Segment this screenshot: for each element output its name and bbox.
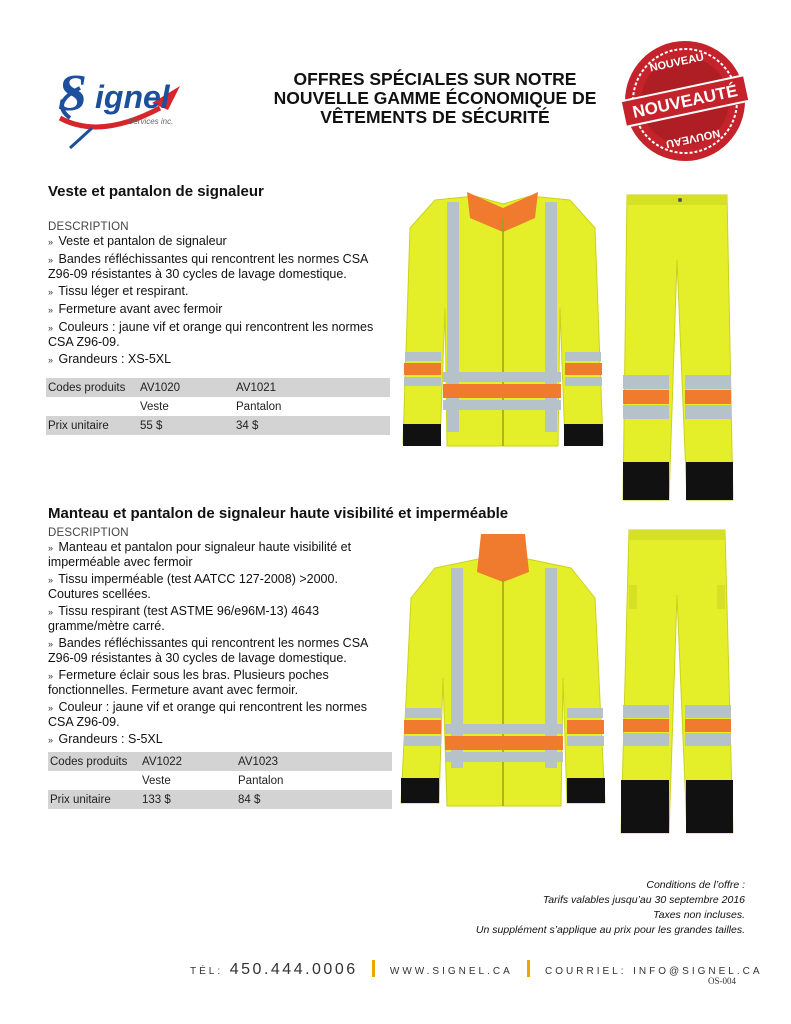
document-code: OS-004 [708, 976, 737, 986]
title-line-3: VÊTEMENTS DE SÉCURITÉ [320, 107, 550, 127]
table-row [46, 378, 390, 397]
email-label: COURRIEL: [545, 966, 627, 977]
section-2-title: Manteau et pantalon de signaleur haute visibilité et imperméable [48, 505, 509, 522]
section-1-bullets [48, 234, 378, 370]
nouveaute-seal [620, 36, 750, 166]
signel-logo [40, 48, 230, 153]
code-cell: AV1021 [234, 378, 390, 397]
table-row [48, 752, 392, 771]
svg-text:Services inc.: Services inc. [128, 117, 174, 126]
list-item: » Tissu imperméable (test AATCC 127-2008) >2000. Coutures scellées. [48, 572, 338, 601]
list-item: » Tissu léger et respirant. [48, 284, 189, 298]
table-row [48, 790, 392, 809]
table-row [46, 397, 390, 416]
svg-text:ignel: ignel [95, 79, 170, 115]
title-line-1: OFFRES SPÉCIALES SUR NOTRE [293, 69, 577, 89]
code-cell: AV1022 [140, 752, 236, 771]
list-item: » Fermeture éclair sous les bras. Plusieurs poches fonctionnelles. Fermeture avant avec fermoir. [48, 668, 329, 697]
email-link[interactable]: INFO@SIGNEL.CA [633, 966, 763, 977]
offer-conditions [476, 878, 745, 938]
table-row [46, 416, 390, 435]
code-cell: AV1023 [236, 752, 392, 771]
section-1-product-table [46, 378, 390, 435]
section-1-title: Veste et pantalon de signaleur [48, 183, 264, 200]
conditions-heading: Conditions de l’offre : [646, 879, 745, 891]
price-label: Prix unitaire [46, 416, 138, 435]
list-item: » Grandeurs : S-5XL [48, 732, 163, 746]
waterproof-jacket-image [395, 528, 610, 810]
price-cell: 84 $ [236, 790, 392, 809]
item-cell: Veste [138, 397, 234, 416]
item-cell: Pantalon [234, 397, 390, 416]
price-cell: 34 $ [234, 416, 390, 435]
price-label: Prix unitaire [48, 790, 140, 809]
code-cell: AV1020 [138, 378, 234, 397]
section-2-product-table [48, 752, 392, 809]
divider [527, 960, 530, 977]
seal-center-text: NOUVEAUTÉ [630, 81, 740, 122]
conditions-line: Taxes non incluses. [653, 909, 745, 921]
list-item: » Couleur : jaune vif et orange qui rencontrent les normes CSA Z96-09. [48, 700, 368, 729]
section-1-description-label: DESCRIPTION [48, 221, 129, 233]
divider [372, 960, 375, 977]
website-link[interactable]: WWW.SIGNEL.CA [389, 966, 513, 977]
tel-label: TÉL: [190, 966, 224, 977]
contact-bar [190, 960, 763, 979]
list-item: » Fermeture avant avec fermoir [48, 302, 223, 316]
page-title [255, 70, 615, 127]
section-2-bullets [48, 540, 386, 750]
seal-top-text: NOUVEAU [648, 51, 706, 75]
list-item: » Tissu respirant (test ASTME 96/e96M-13) 4643 gramme/mètre carré. [48, 604, 320, 633]
waterproof-pants-image [615, 525, 740, 837]
item-cell: Pantalon [236, 771, 392, 790]
list-item: » Manteau et pantalon pour signaleur haute visibilité et imperméable avec fermoir [48, 540, 352, 569]
list-item: » Couleurs : jaune vif et orange qui rencontrent les normes CSA Z96-09. [48, 320, 374, 349]
phone-number: 450.444.0006 [229, 961, 358, 978]
signaler-jacket-image [395, 188, 610, 450]
svg-text:S: S [58, 65, 87, 122]
seal-bottom-text: NOUVEAU [664, 126, 722, 150]
codes-label: Codes produits [48, 752, 140, 771]
price-cell: 133 $ [140, 790, 236, 809]
list-item: » Bandes réfléchissantes qui rencontrent les normes CSA Z96-09 résistantes à 30 cycles de lavage domestique. [48, 252, 368, 281]
list-item: » Veste et pantalon de signaleur [48, 234, 227, 248]
price-cell: 55 $ [138, 416, 234, 435]
table-row [48, 771, 392, 790]
signaler-pants-image [615, 190, 740, 505]
item-cell: Veste [140, 771, 236, 790]
section-2-description-label: DESCRIPTION [48, 527, 129, 539]
conditions-line: Un supplément s’applique au prix pour les grandes tailles. [475, 924, 745, 936]
conditions-line: Tarifs valables jusqu’au 30 septembre 2016 [542, 894, 745, 906]
list-item: » Grandeurs : XS-5XL [48, 352, 172, 366]
title-line-2: NOUVELLE GAMME ÉCONOMIQUE DE [273, 88, 597, 108]
list-item: » Bandes réfléchissantes qui rencontrent les normes CSA Z96-09 résistantes à 30 cycles de lavage domestique. [48, 636, 368, 665]
codes-label: Codes produits [46, 378, 138, 397]
